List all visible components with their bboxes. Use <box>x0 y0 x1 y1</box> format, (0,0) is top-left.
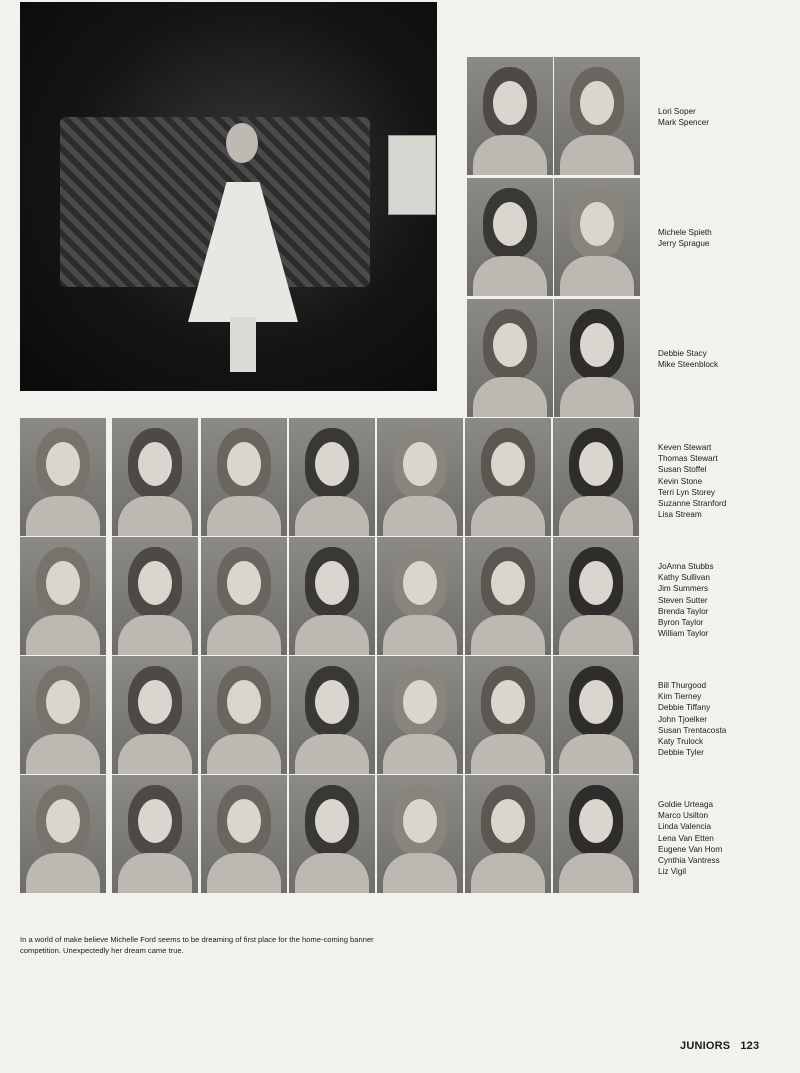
student-portrait <box>20 418 106 536</box>
student-portrait <box>553 537 639 655</box>
student-name: Marco Usilton <box>658 811 709 821</box>
student-name: Keven Stewart <box>658 443 712 452</box>
student-name: Kathy Sullivan <box>658 573 710 583</box>
student-name: Debbie Tiffany <box>658 703 711 713</box>
student-name: Byron Taylor <box>658 618 704 628</box>
student-portrait <box>289 656 375 774</box>
student-name: John Tjoelker <box>658 714 708 724</box>
student-name: Mark Spencer <box>658 118 709 128</box>
student-name: Susan Stoffel <box>658 465 707 475</box>
student-name: Suzanne Stranford <box>658 499 727 509</box>
student-name: Eugene Van Horn <box>658 844 723 854</box>
student-portrait <box>201 656 287 774</box>
student-portrait <box>289 418 375 536</box>
student-portrait <box>554 299 640 417</box>
student-portrait <box>201 537 287 655</box>
student-name: Brenda Taylor <box>658 606 709 616</box>
page-footer <box>680 1040 759 1052</box>
student-portrait <box>467 57 553 175</box>
student-portrait <box>377 775 463 893</box>
name-list-row-3 <box>658 680 726 758</box>
name-list-row-1 <box>658 442 726 520</box>
student-portrait <box>112 656 198 774</box>
student-name: Terri Lyn Storey <box>658 487 716 497</box>
student-portrait <box>289 537 375 655</box>
student-portrait <box>112 537 198 655</box>
student-name: Steven Sutter <box>658 595 708 605</box>
student-name: Goldie Urteaga <box>658 800 714 809</box>
student-portrait <box>465 537 551 655</box>
student-portrait <box>377 537 463 655</box>
student-name: William Taylor <box>658 629 709 639</box>
student-portrait <box>20 537 106 655</box>
feature-photo <box>20 2 437 391</box>
student-portrait <box>20 656 106 774</box>
student-name: Lori Soper <box>658 107 696 116</box>
student-name: Kim Tierney <box>658 692 702 702</box>
student-name: Thomas Stewart <box>658 454 718 464</box>
student-name: Debbie Stacy <box>658 349 707 358</box>
student-portrait <box>554 178 640 296</box>
student-portrait <box>377 656 463 774</box>
student-portrait <box>112 775 198 893</box>
student-portrait <box>467 178 553 296</box>
student-portrait <box>467 299 553 417</box>
student-portrait <box>553 418 639 536</box>
name-list-row-4 <box>658 799 722 877</box>
student-name: Jerry Sprague <box>658 239 710 249</box>
student-name: Katy Trulock <box>658 737 704 747</box>
student-portrait <box>112 418 198 536</box>
playing-card-sign <box>388 135 436 215</box>
student-name: Bill Thurgood <box>658 681 707 690</box>
student-name: Susan Trentacosta <box>658 725 727 735</box>
student-name: Linda Valencia <box>658 822 712 832</box>
student-portrait <box>465 775 551 893</box>
student-portrait <box>201 775 287 893</box>
student-name: Mike Steenblock <box>658 360 719 370</box>
student-portrait <box>289 775 375 893</box>
student-name: JoAnna Stubbs <box>658 562 714 571</box>
student-portrait <box>377 418 463 536</box>
section-label: JUNIORS <box>680 1040 731 1052</box>
photo-caption: In a world of make believe Michelle Ford seems to be dreaming of first place for the home-coming banner competition. Unexpectedly her dream came true. <box>20 934 374 955</box>
student-name: Lena Van Etten <box>658 833 714 843</box>
alice-costume-figure <box>188 117 298 377</box>
student-portrait <box>201 418 287 536</box>
student-name: Lisa Stream <box>658 510 702 520</box>
student-portrait <box>553 656 639 774</box>
student-name: Cynthia Vantress <box>658 856 720 866</box>
name-list-row-2 <box>658 561 714 639</box>
student-portrait <box>465 656 551 774</box>
student-portrait <box>554 57 640 175</box>
student-name: Debbie Tyler <box>658 748 704 758</box>
student-name: Michele Spieth <box>658 228 712 237</box>
student-portrait <box>465 418 551 536</box>
student-name: Jim Summers <box>658 584 709 594</box>
student-name: Kevin Stone <box>658 476 703 486</box>
student-name: Liz Vigil <box>658 867 687 877</box>
page-number: 123 <box>740 1040 760 1052</box>
student-portrait <box>553 775 639 893</box>
student-portrait <box>20 775 106 893</box>
